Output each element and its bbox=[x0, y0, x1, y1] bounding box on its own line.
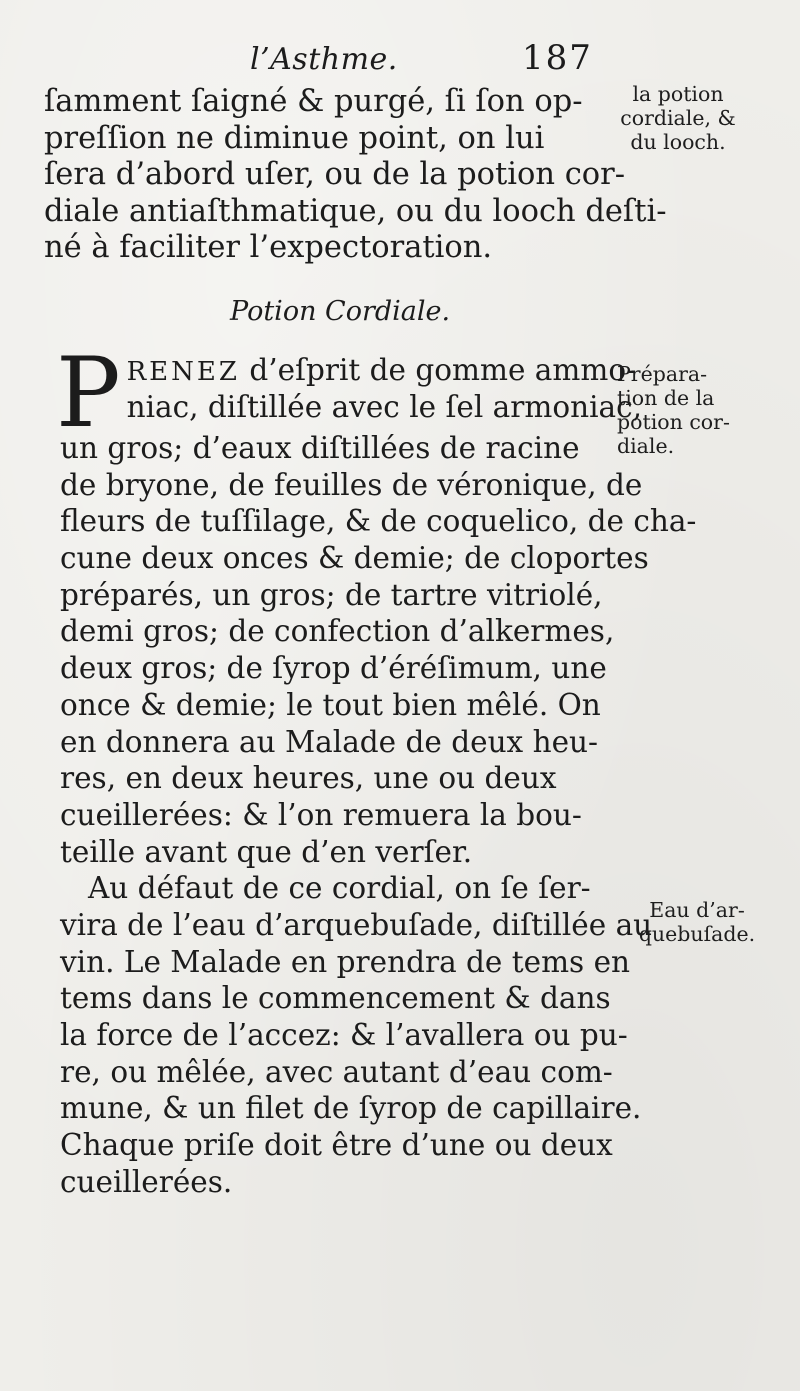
text-line: un gros; d’eaux diſtillées de racine bbox=[60, 431, 580, 465]
drop-cap: P bbox=[56, 337, 121, 449]
text-line: res, en deux heures, une ou deux bbox=[60, 761, 557, 796]
text-line: cueillerées. bbox=[60, 1164, 233, 1199]
text-line: preſſion ne diminue point, on lui bbox=[44, 120, 545, 156]
text-line: Au défaut de ce cordial, on ſe ſer- bbox=[88, 871, 591, 906]
margin-note-potion-looch bbox=[612, 82, 744, 154]
first-word-smallcaps: RENEZ bbox=[126, 357, 240, 387]
section-title: Potion Cordiale. bbox=[230, 296, 451, 327]
page-header bbox=[0, 38, 800, 84]
text-line: préparés, un gros; de tartre vitriolé, bbox=[60, 577, 603, 612]
text-line: Chaque priſe doit être d’une ou deux bbox=[60, 1128, 613, 1163]
margin-note-line: du looch. bbox=[630, 130, 726, 154]
page-number: 187 bbox=[522, 38, 593, 78]
margin-note-line: quebuſade. bbox=[638, 922, 756, 946]
text-line: once & demie; le tout bien mêlé. On bbox=[60, 687, 601, 722]
margin-note-preparation bbox=[617, 362, 767, 458]
text-line: ſamment ſaigné & purgé, ſi ſon op- bbox=[44, 84, 583, 119]
margin-note-line: la potion bbox=[632, 82, 724, 106]
text-line: niac, diſtillée avec le ſel armoniac, bbox=[126, 389, 642, 424]
text-line: mune, & un filet de ſyrop de capillaire. bbox=[60, 1091, 642, 1126]
text-line: vira de l’eau d’arquebuſade, diſtillée au bbox=[60, 907, 653, 942]
text-line: en donnera au Malade de deux heu- bbox=[60, 724, 599, 759]
margin-note-line: diale. bbox=[617, 434, 675, 458]
text-line bbox=[60, 352, 637, 389]
text-line: diale antiaſthmatique, ou du looch deſti- bbox=[44, 193, 667, 229]
text-span: d’eſprit de gomme ammo- bbox=[249, 353, 637, 387]
text-line: vin. Le Malade en prendra de tems en bbox=[60, 944, 631, 979]
margin-note-line: Eau d’ar- bbox=[649, 898, 745, 922]
text-line: demi gros; de confection d’alkermes, bbox=[60, 614, 615, 649]
text-line: ſera d’abord uſer, ou de la potion cor- bbox=[44, 157, 626, 193]
text-line: cueillerées: & l’on remuera la bou- bbox=[60, 797, 582, 832]
margin-note-line: potion cor- bbox=[617, 410, 730, 434]
margin-note-line: cordiale, & bbox=[620, 106, 736, 130]
text-line: la force de l’accez: & l’avallera ou pu- bbox=[60, 1018, 628, 1052]
running-head: l’Asthme. bbox=[250, 42, 398, 77]
text-line: cune deux onces & demie; de cloportes bbox=[60, 541, 649, 576]
margin-note-line: Prépara- bbox=[617, 362, 708, 386]
text-line: né à faciliter l’expectoration. bbox=[44, 230, 493, 266]
margin-note-line: tion de la bbox=[617, 386, 715, 410]
margin-note-arquebusade bbox=[632, 898, 762, 946]
text-line: fleurs de tuſſilage, & de coquelico, de cha- bbox=[60, 504, 697, 539]
paragraph-continuation bbox=[44, 84, 667, 267]
text-line: tems dans le commencement & dans bbox=[60, 981, 611, 1016]
text-line: re, ou mêlée, avec autant d’eau com- bbox=[60, 1054, 613, 1089]
text-line: de bryone, de feuilles de véronique, de bbox=[60, 467, 643, 502]
text-line: deux gros; de ſyrop d’éréſimum, une bbox=[60, 651, 607, 686]
text-line: teille avant que d’en verſer. bbox=[60, 834, 473, 869]
